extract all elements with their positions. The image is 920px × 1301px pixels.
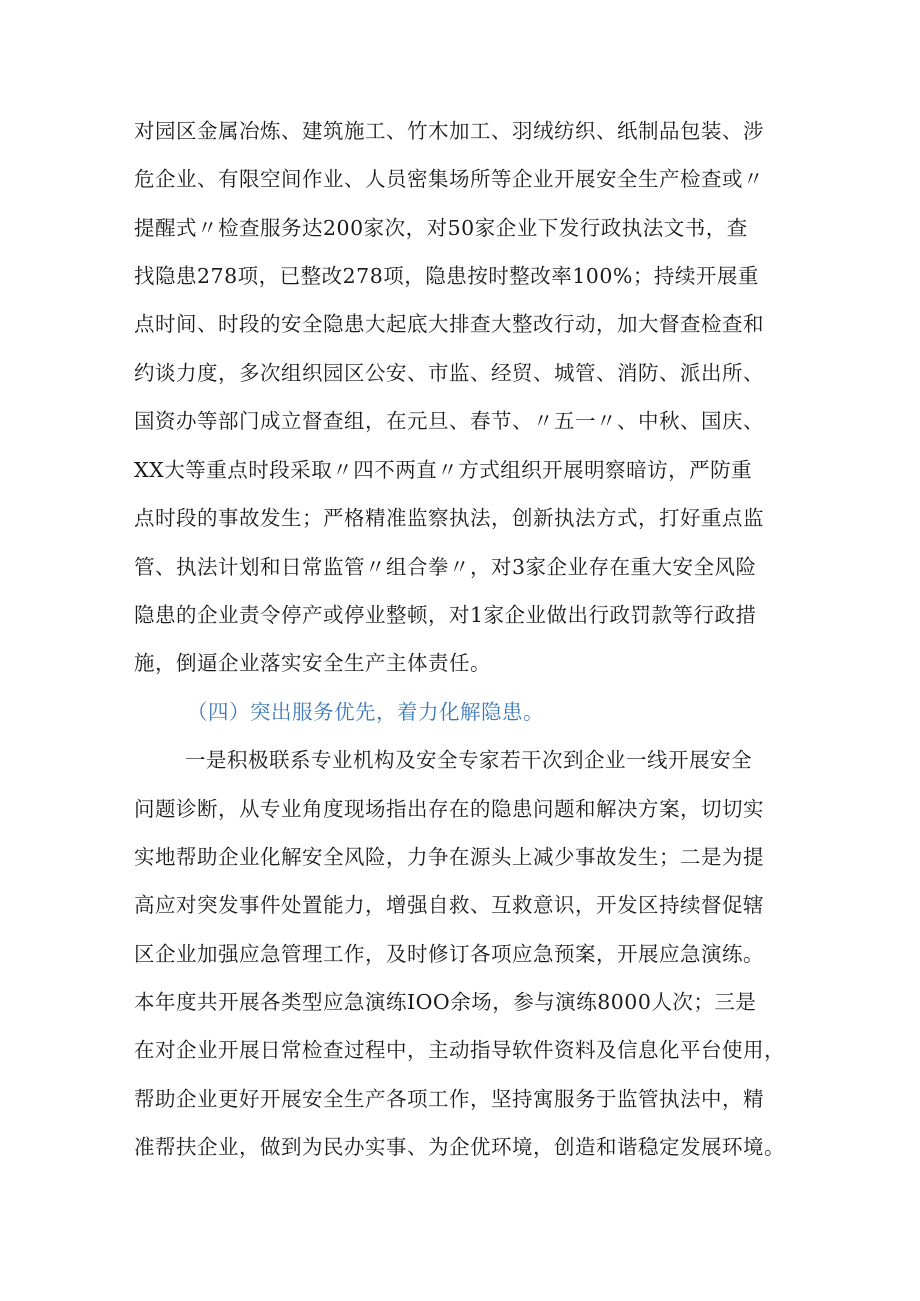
paragraph-2-line-4: 高应对突发事件处置能力，增强自救、互救意识，开发区持续督促辖 — [134, 893, 764, 917]
paragraph-2-line-9: 准帮扶企业，做到为民办实事、为企优环境，创造和谐稳定发展环境。 — [134, 1135, 785, 1159]
paragraph-2-line-6: 本年度共开展各类型应急演练IOO余场，参与演练8000人次；三是 — [134, 990, 757, 1014]
paragraph-1-line-10: 管、执法计划和日常监管〃组合拳〃，对3家企业存在重大安全风险 — [134, 555, 757, 579]
paragraph-1-line-5: 点时间、时段的安全隐患大起底大排查大整改行动，加大督查检查和 — [134, 312, 764, 336]
paragraph-1-line-6: 约谈力度，多次组织园区公安、市监、经贸、城管、消防、派出所、 — [134, 361, 764, 385]
paragraph-2-line-7: 在对企业开展日常检查过程中，主动指导软件资料及信息化平台使用， — [134, 1038, 785, 1062]
paragraph-1-line-11: 隐患的企业责令停产或停业整顿，对1家企业做出行政罚款等行政措 — [134, 603, 757, 627]
paragraph-2-line-8: 帮助企业更好开展安全生产各项工作，坚持寓服务于监管执法中，精 — [134, 1087, 764, 1111]
paragraph-1-line-3: 提醒式〃检查服务达200家次，对50家企业下发行政执法文书，查 — [134, 216, 748, 240]
paragraph-1-line-2: 危企业、有限空间作业、人员密集场所等企业开展安全生产检查或〃 — [134, 167, 764, 191]
paragraph-2-line-1: 一是积极联系专业机构及安全专家若干次到企业一线开展安全 — [185, 748, 752, 772]
section-heading: （四）突出服务优先，着力化解隐患。 — [187, 700, 544, 724]
paragraph-2-line-3: 实地帮助企业化解安全风险，力争在源头上减少事故发生；二是为提 — [134, 845, 764, 869]
paragraph-1-line-4: 找隐患278项，已整改278项，隐患按时整改率100%；持续开展重 — [134, 264, 759, 288]
paragraph-1-line-12: 施，倒逼企业落实安全生产主体责任。 — [134, 651, 491, 675]
paragraph-2-line-5: 区企业加强应急管理工作，及时修订各项应急预案，开展应急演练。 — [134, 942, 764, 966]
paragraph-1-line-7: 国资办等部门成立督查组，在元旦、春节、〃五一〃、中秋、国庆、 — [134, 409, 764, 433]
paragraph-2-line-2: 问题诊断，从专业角度现场指出存在的隐患问题和解决方案，切切实 — [134, 797, 764, 821]
paragraph-1-line-8: XX大等重点时段采取〃四不两直〃方式组织开展明察暗访，严防重 — [134, 458, 753, 482]
paragraph-1-line-1: 对园区金属冶炼、建筑施工、竹木加工、羽绒纺织、纸制品包装、涉 — [134, 119, 764, 143]
paragraph-1-line-9: 点时段的事故发生；严格精准监察执法，创新执法方式，打好重点监 — [134, 506, 764, 530]
